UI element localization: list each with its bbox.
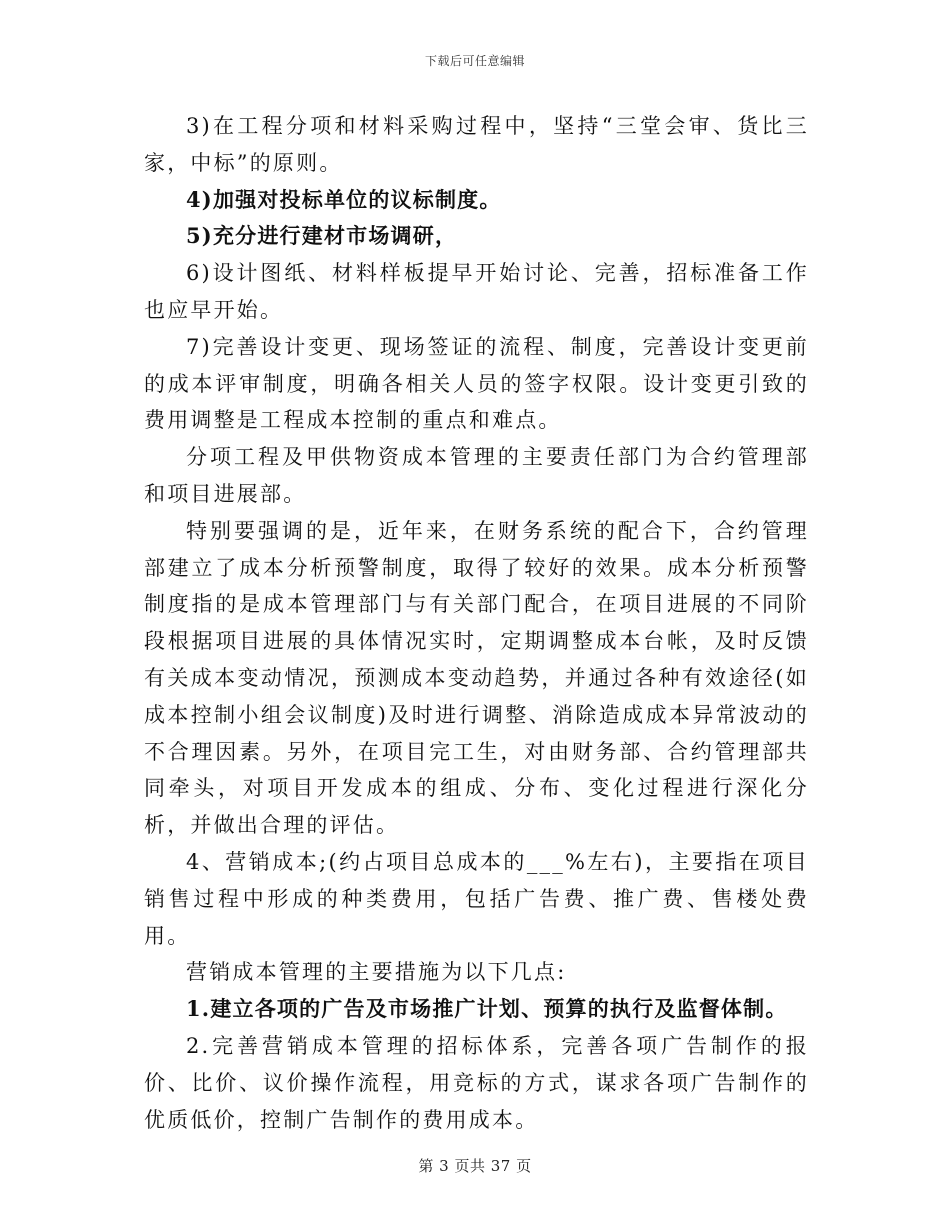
paragraph-item-4: 4)加强对投标单位的议标制度。 [186,186,502,212]
paragraph-cost-warning-system: 特别要强调的是，近年来，在财务系统的配合下，合约管理部建立了成本分析预警制度，取得了较好的效果。成本分析预警制度指的是成本管理部门与有关部门配合，在项目进展的不同阶段根据项目进展的具体情况实时，定期调整成本台帐，及时反馈有关成本变动情况，预测成本变动趋势，并通过各种有效途径(如成本控制小组会议制度)及时进行调整、消除造成成本异常波动的不合理因素。另外，在项目完工生，对由财务部、合约管理部共同牵头，对项目开发成本的组成、分布、变化过程进行深化分析，并做出合理的评估。 [144,518,809,838]
paragraph-item-6: 6)设计图纸、材料样板提早开始讨论、完善，招标准备工作也应早开始。 [144,261,809,322]
document-body [144,108,809,1138]
paragraph-measure-1: 1.建立各项的广告及市场推广计划、预算的执行及监督体制。 [186,996,788,1022]
paragraph-item-3: 3)在工程分项和材料采购过程中，坚持“三堂会审、货比三家，中标”的原则。 [144,114,809,175]
paragraph-responsible-departments: 分项工程及甲供物资成本管理的主要责任部门为合约管理部和项目进展部。 [144,445,809,506]
page-header: 下载后可任意编辑 [424,54,525,68]
paragraph-item-5: 5)充分进行建材市场调研， [186,223,458,249]
paragraph-marketing-cost: 4、营销成本;(约占项目总成本的___%左右)，主要指在项目销售过程中形成的种类费用，包括广告费、推广费、售楼处费用。 [144,849,809,948]
paragraph-item-7: 7)完善设计变更、现场签证的流程、制度，完善设计变更前的成本评审制度，明确各相关人员的签字权限。设计变更引致的费用调整是工程成本控制的重点和难点。 [144,334,809,433]
paragraph-measure-2: 2.完善营销成本管理的招标体系，完善各项广告制作的报价、比价、议价操作流程，用竞标的方式，谋求各项广告制作的优质低价，控制广告制作的费用成本。 [144,1033,809,1132]
page-number: 第 3 页共 37 页 [418,1157,532,1175]
paragraph-measures-intro: 营销成本管理的主要措施为以下几点: [186,960,567,985]
